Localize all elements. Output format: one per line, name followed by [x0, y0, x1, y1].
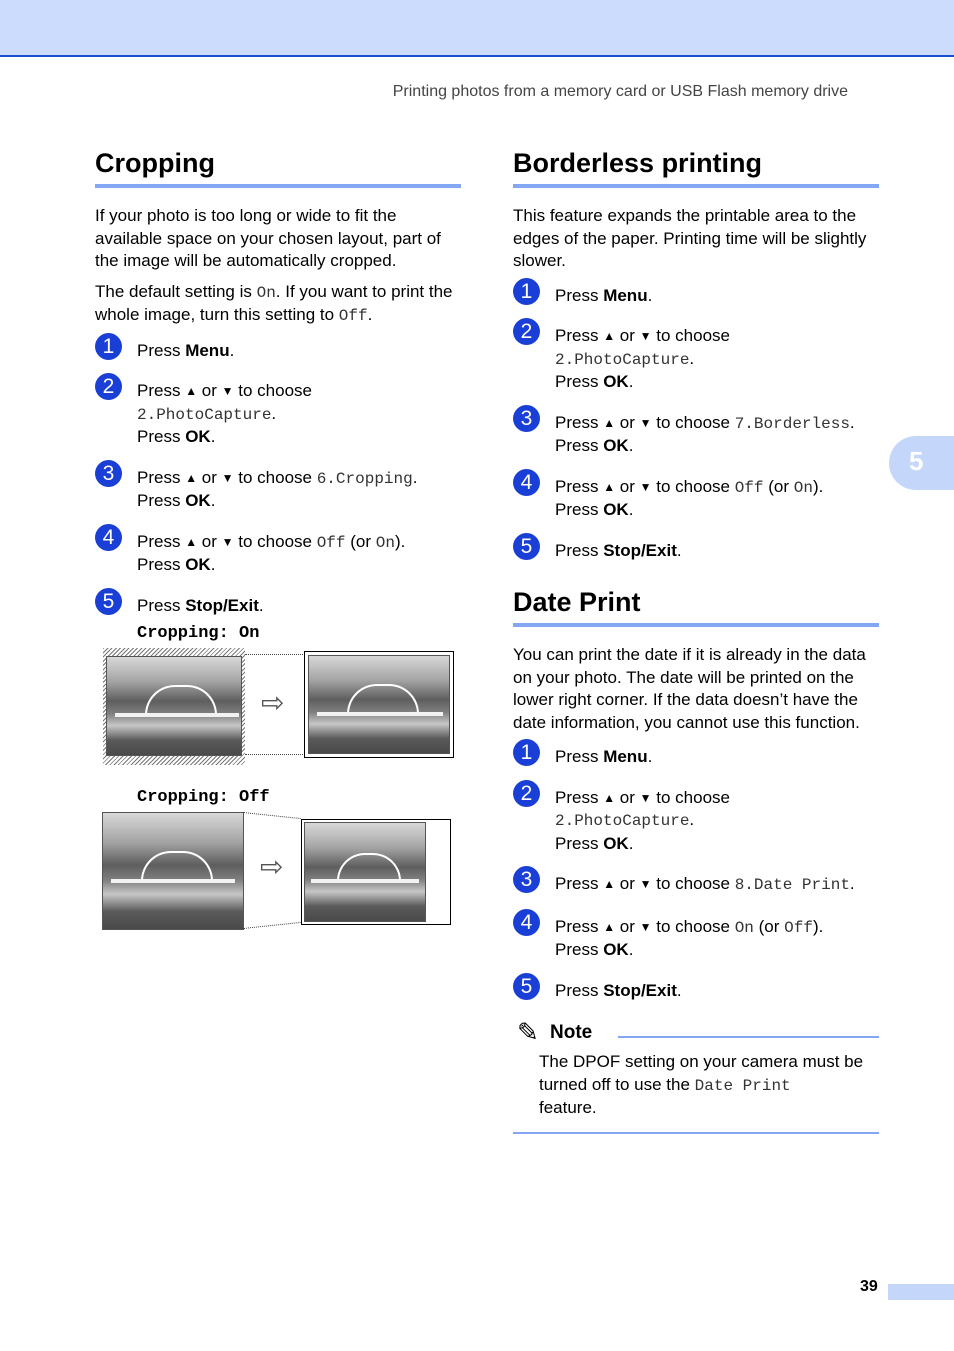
text: Press	[555, 747, 604, 766]
cropping-on-figure	[95, 646, 461, 764]
landscape-photo	[308, 655, 450, 754]
text: or	[615, 916, 640, 936]
page-number: 39	[860, 1278, 878, 1295]
ok-key: OK	[603, 372, 629, 391]
print-frame	[304, 651, 454, 758]
menu-code: 8.Date Print	[734, 876, 850, 894]
step: 3 Press ▲ or ▼ to choose 7.Borderless. Press OK.	[513, 412, 879, 457]
ok-key: OK	[603, 940, 629, 959]
bridge-deck	[111, 879, 235, 883]
text: to choose	[233, 531, 317, 551]
step: 4 Press ▲ or ▼ to choose Off (or On). Press OK.	[95, 531, 461, 576]
up-arrow-icon: ▲	[185, 534, 198, 549]
text: Press	[137, 531, 186, 551]
text: (or	[753, 916, 785, 936]
number-circle-icon: 1	[513, 278, 540, 305]
step	[95, 334, 461, 362]
number-circle-icon: 5	[513, 533, 540, 560]
number-circle-icon: 2	[513, 780, 540, 807]
text: Press	[555, 436, 604, 455]
number-circle-icon: 4	[513, 909, 540, 936]
note-title: Note	[550, 1022, 593, 1043]
menu-key: Menu	[603, 747, 648, 766]
down-arrow-icon: ▼	[221, 384, 234, 398]
off-value: Off	[338, 307, 368, 325]
step: 2 Press ▲ or ▼ to choose 2.PhotoCapture. Press OK.	[513, 325, 879, 393]
menu-code: 2.PhotoCapture	[555, 812, 690, 830]
landscape-photo	[106, 656, 242, 756]
step: 2 Press ▲ or ▼ to choose 2.PhotoCapture. Press OK.	[95, 380, 461, 448]
text: Press	[137, 427, 186, 446]
text: .	[229, 340, 235, 360]
chapter-number: 5	[909, 446, 924, 476]
text: Press	[555, 476, 604, 496]
text: Press	[137, 467, 186, 487]
menu-code: Date Print	[694, 1076, 791, 1095]
down-arrow-icon: ▼	[639, 479, 652, 494]
menu-code: 7.Borderless	[734, 414, 850, 433]
text: or	[615, 412, 640, 432]
bridge-deck	[311, 879, 419, 883]
borderless-intro: This feature expands the printable area to the edges of the paper. Printing time will be slightly slower.	[513, 206, 867, 270]
menu-key: Menu	[185, 340, 230, 360]
step	[513, 279, 879, 307]
down-arrow-icon: ▼	[639, 877, 652, 891]
text: Press	[137, 381, 186, 400]
text: Press	[137, 340, 186, 360]
borderless-title: Borderless printing	[513, 146, 879, 188]
down-arrow-icon: ▼	[221, 534, 234, 549]
down-arrow-icon: ▼	[639, 790, 652, 805]
text: .	[258, 595, 264, 615]
stop-exit-key: Stop/Exit	[603, 540, 677, 560]
text: to choose	[233, 381, 312, 400]
note-header	[513, 1017, 879, 1047]
stop-exit-key: Stop/Exit	[185, 595, 259, 615]
note-text	[539, 1051, 879, 1120]
text: Press	[137, 555, 186, 574]
step	[513, 974, 879, 1002]
menu-code: On	[793, 478, 813, 497]
step	[513, 534, 879, 562]
note-pencil-icon: ✎	[517, 1017, 539, 1047]
guide-line	[243, 922, 301, 929]
text: or	[197, 467, 222, 487]
text: to choose	[651, 874, 735, 893]
text: The default setting is	[95, 281, 257, 301]
bridge-arch	[145, 685, 217, 715]
text: ).	[812, 476, 824, 496]
text: .	[647, 747, 653, 766]
text: Press	[555, 372, 604, 391]
up-arrow-icon: ▲	[603, 329, 616, 343]
cropping-section	[95, 146, 461, 928]
up-arrow-icon: ▲	[603, 415, 616, 430]
menu-code: 2.PhotoCapture	[555, 350, 690, 369]
number-circle-icon: 3	[513, 405, 540, 432]
text: .	[647, 285, 653, 305]
cropping-default	[95, 281, 461, 328]
bridge-deck	[317, 712, 443, 716]
text: to choose	[651, 326, 730, 345]
cropping-intro: If your photo is too long or wide to fit the available space on your chosen layout, part of the image will be automatically cropped.	[95, 206, 441, 270]
print-frame	[301, 819, 451, 925]
text: Press	[555, 980, 604, 1000]
step: 3 Press ▲ or ▼ to choose 8.Date Print.	[513, 873, 879, 897]
text: Press	[555, 285, 604, 305]
down-arrow-icon: ▼	[221, 470, 234, 485]
number-circle-icon: 4	[95, 524, 122, 551]
text: Press	[137, 595, 186, 615]
text: ).	[812, 916, 824, 936]
menu-key: Menu	[603, 285, 648, 305]
right-arrow-icon: ⇨	[261, 687, 285, 718]
step: 4 Press ▲ or ▼ to choose On (or Off). Press OK.	[513, 916, 879, 961]
guide-line	[245, 654, 305, 655]
text: .	[676, 540, 682, 560]
menu-code: Off	[734, 478, 764, 497]
bridge-arch	[337, 853, 401, 881]
page-bar	[888, 1284, 954, 1300]
up-arrow-icon: ▲	[603, 479, 616, 494]
ok-key: OK	[603, 436, 629, 455]
guide-line	[245, 754, 305, 755]
menu-code: Off	[316, 533, 346, 552]
up-arrow-icon: ▲	[603, 790, 616, 805]
step	[95, 589, 461, 617]
text: Press	[555, 326, 604, 345]
down-arrow-icon: ▼	[639, 329, 652, 343]
ok-key: OK	[185, 427, 211, 446]
text: Press	[555, 787, 604, 807]
number-circle-icon: 1	[95, 333, 122, 360]
ok-key: OK	[603, 833, 629, 853]
text: . If you want to print the whole image, turn this setting to	[95, 281, 453, 324]
text: or	[615, 326, 640, 345]
guide-line	[243, 812, 301, 819]
note-rule	[618, 1036, 879, 1038]
text: to choose	[233, 467, 317, 487]
down-arrow-icon: ▼	[639, 919, 652, 934]
figure-label: Cropping: Off	[137, 788, 270, 807]
menu-code: On	[734, 918, 754, 937]
up-arrow-icon: ▲	[603, 877, 616, 891]
text: or	[615, 787, 640, 807]
text: .	[676, 980, 682, 1000]
text: (or	[763, 476, 794, 496]
up-arrow-icon: ▲	[603, 919, 616, 934]
text: to choose	[651, 916, 735, 936]
text: to choose	[651, 476, 735, 496]
right-column	[513, 146, 879, 1134]
on-value: On	[256, 283, 276, 302]
bridge-deck	[115, 713, 239, 717]
number-circle-icon: 2	[95, 373, 122, 400]
stop-exit-key: Stop/Exit	[603, 980, 677, 1000]
step: 3 Press ▲ or ▼ to choose 6.Cropping. Press OK.	[95, 467, 461, 512]
text: or	[197, 381, 222, 400]
step: 2 Press ▲ or ▼ to choose 2.PhotoCapture. Press OK.	[513, 787, 879, 855]
landscape-photo	[102, 812, 244, 930]
ok-key: OK	[185, 555, 211, 574]
text: Press	[555, 540, 604, 560]
borderless-steps	[513, 279, 879, 562]
bridge-arch	[347, 684, 419, 714]
number-circle-icon: 5	[95, 588, 122, 615]
bridge-arch	[141, 851, 213, 881]
text: Press	[555, 916, 604, 936]
menu-code: 6.Cropping	[316, 469, 413, 488]
cropping-title: Cropping	[95, 146, 461, 188]
text: Press	[555, 833, 604, 853]
ok-key: OK	[603, 500, 629, 519]
date-print-intro: You can print the date if it is already in the data on your photo. The date will be printed on the lower right corner. If the data doesn’t have the date information, you cannot use this function.	[513, 645, 866, 732]
date-print-title: Date Print	[513, 585, 879, 627]
landscape-photo	[304, 822, 426, 922]
number-circle-icon: 2	[513, 318, 540, 345]
text: or	[615, 874, 640, 893]
down-arrow-icon: ▼	[639, 415, 652, 430]
cropping-off-figure	[95, 810, 461, 928]
text: Press	[555, 500, 604, 519]
text: feature.	[539, 1098, 597, 1117]
number-circle-icon: 3	[513, 866, 540, 893]
text: Press	[555, 412, 604, 432]
text: .	[367, 305, 373, 324]
text: or	[197, 531, 222, 551]
date-print-steps	[513, 741, 879, 1001]
number-circle-icon: 1	[513, 739, 540, 766]
menu-code: On	[375, 533, 395, 552]
right-arrow-icon: ⇨	[260, 851, 284, 882]
text: (or	[345, 531, 376, 551]
figure-label: Cropping: On	[137, 624, 260, 643]
text: or	[615, 476, 640, 496]
number-circle-icon: 5	[513, 973, 540, 1000]
menu-code: Off	[784, 918, 813, 937]
note-box	[513, 1017, 879, 1134]
text: to choose	[651, 787, 730, 807]
text: Press	[555, 874, 604, 893]
cropping-steps	[95, 334, 461, 617]
number-circle-icon: 4	[513, 469, 540, 496]
top-band	[0, 0, 954, 57]
text: Press	[555, 940, 604, 959]
ok-key: OK	[185, 491, 211, 510]
number-circle-icon: 3	[95, 460, 122, 487]
chapter-tab	[889, 436, 954, 490]
menu-code: 2.PhotoCapture	[137, 405, 272, 424]
text: Press	[137, 491, 186, 510]
step	[513, 741, 879, 768]
up-arrow-icon: ▲	[185, 470, 198, 485]
text: ).	[394, 531, 406, 551]
step: 4 Press ▲ or ▼ to choose Off (or On). Press OK.	[513, 476, 879, 521]
running-head: Printing photos from a memory card or USB Flash memory drive	[392, 83, 848, 100]
text: The DPOF setting on your camera must be turned off to use the	[539, 1052, 864, 1094]
up-arrow-icon: ▲	[185, 384, 198, 398]
text: to choose	[651, 412, 735, 432]
